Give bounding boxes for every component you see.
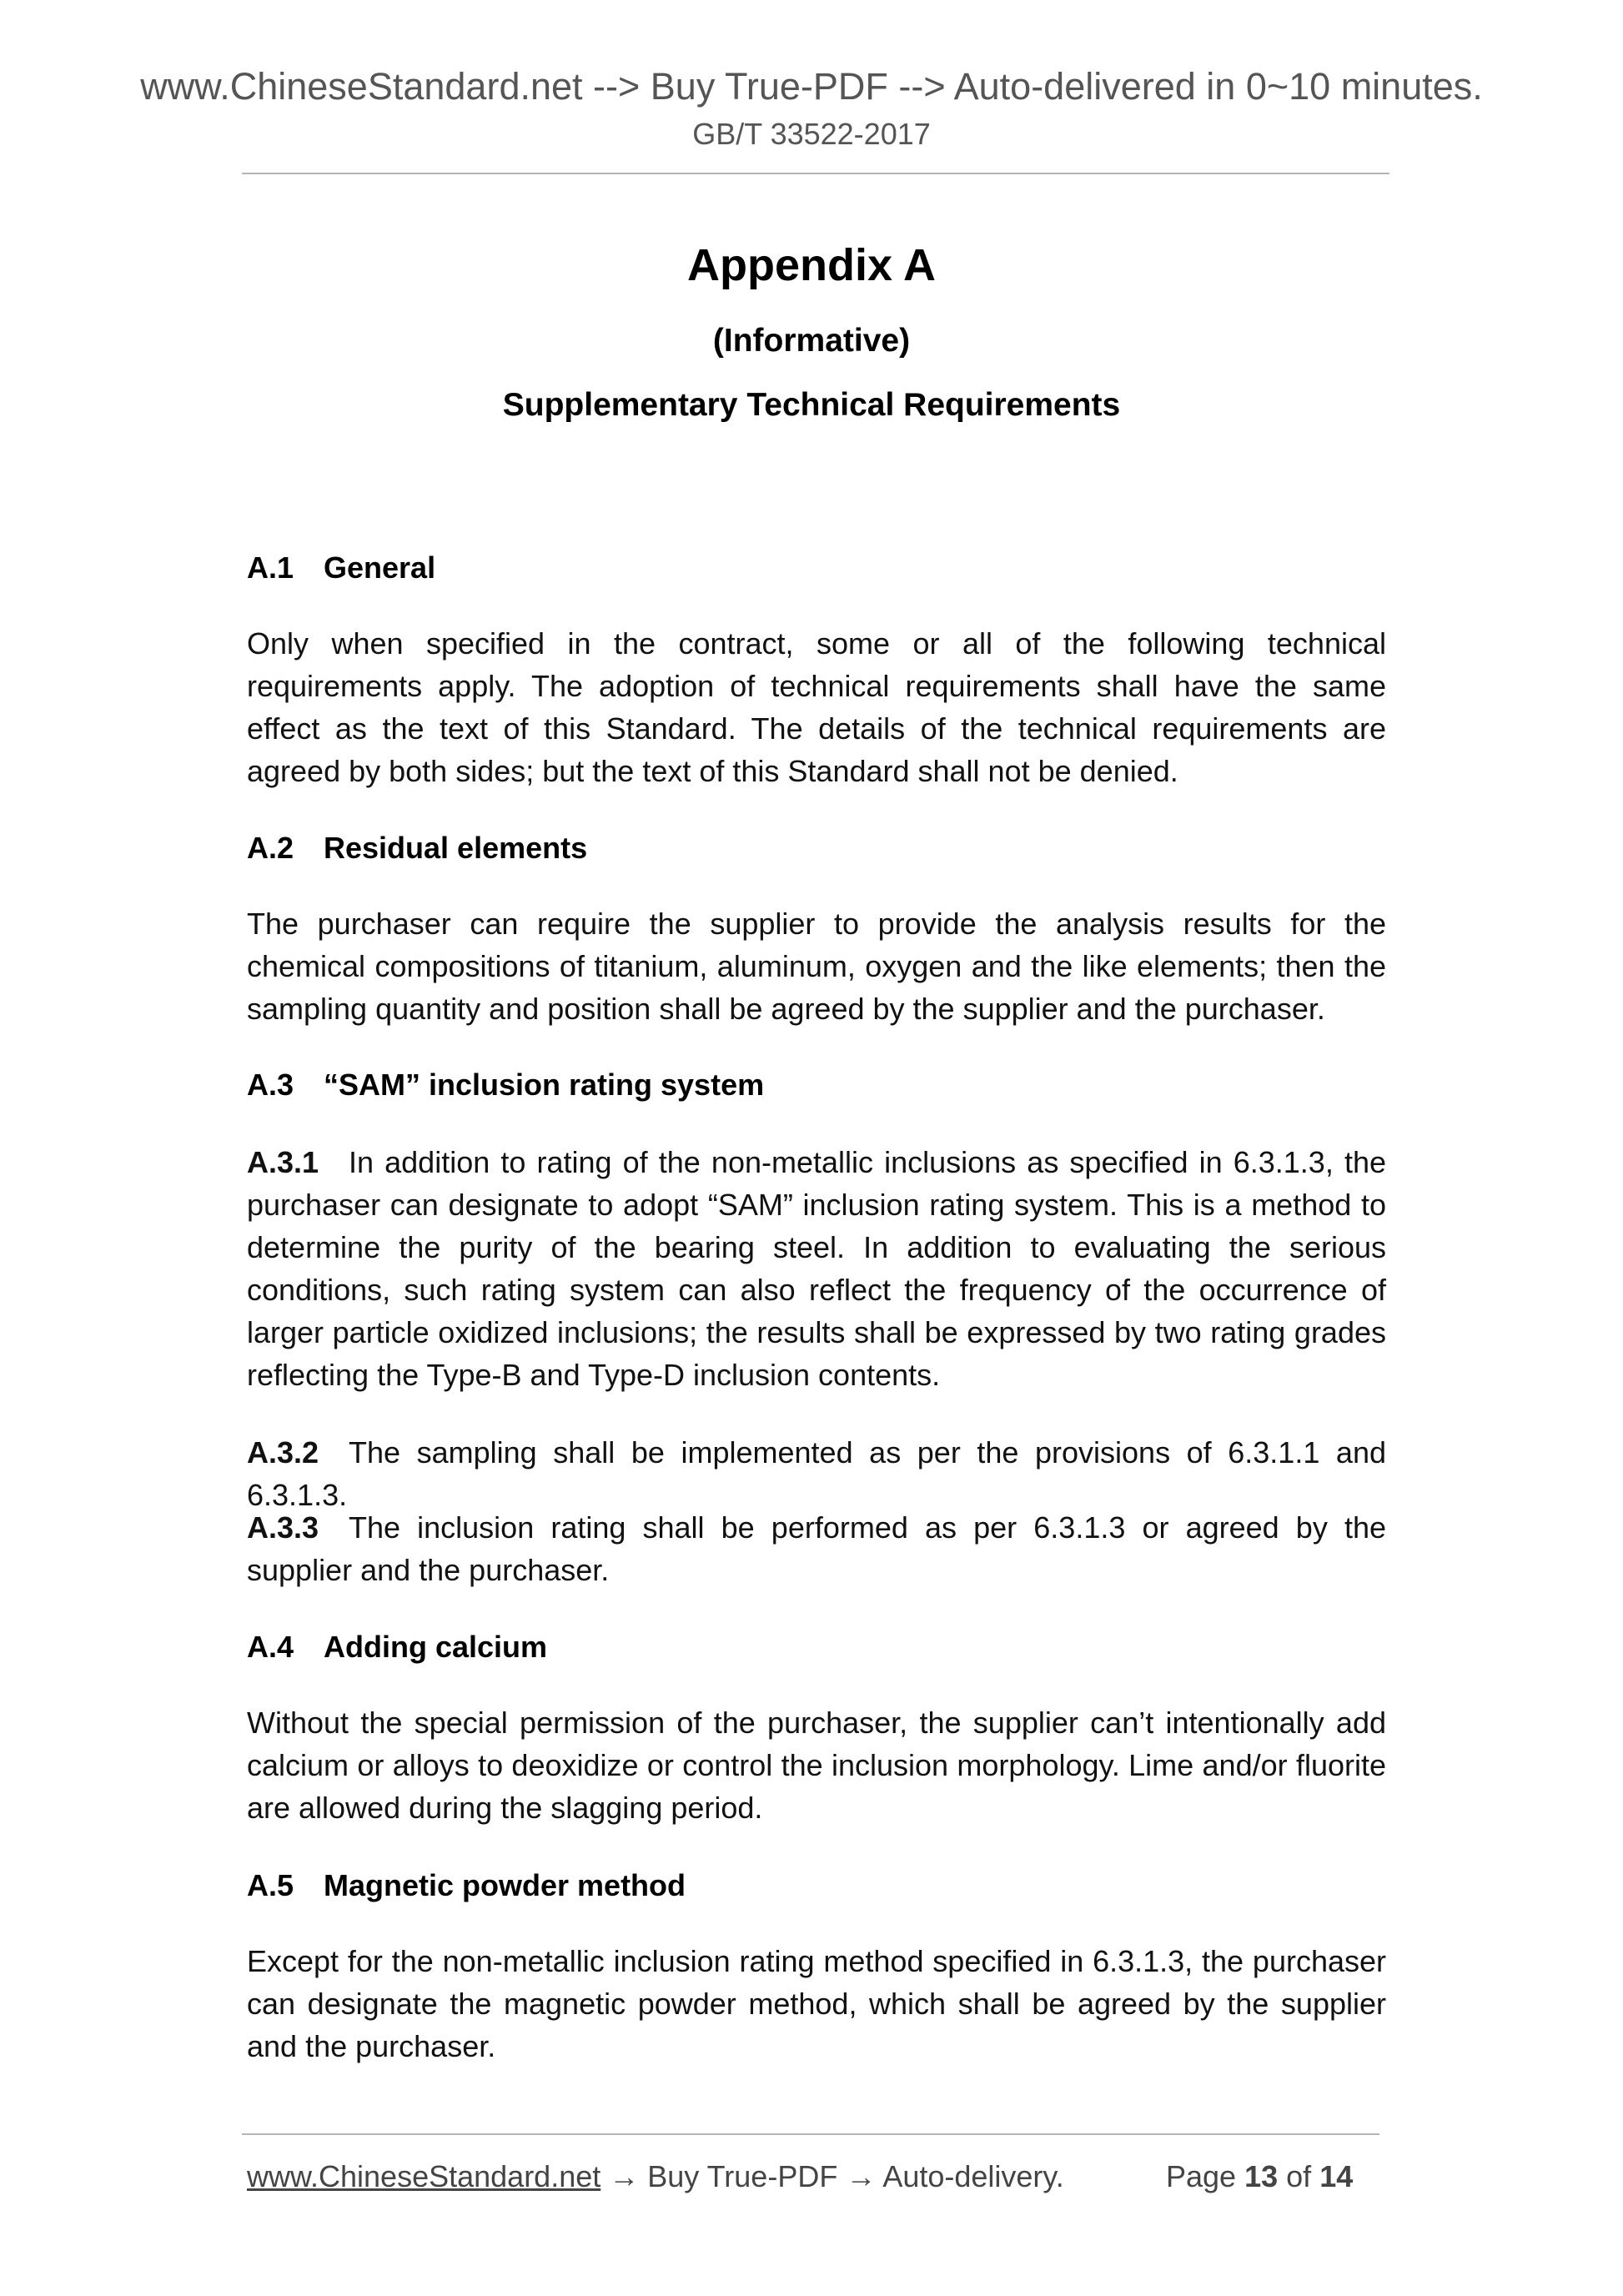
section-title: General — [324, 550, 436, 585]
section-heading-a4 — [247, 1630, 547, 1665]
subsection-a3-3 — [247, 1506, 1386, 1591]
section-heading-a3 — [247, 1068, 764, 1103]
section-heading-a2 — [247, 831, 587, 866]
appendix-title: Appendix A — [686, 240, 936, 290]
top-banner: www.ChineseStandard.net --> Buy True-PDF --> Auto-delivered in 0~10 minutes. — [140, 65, 1483, 108]
of-label: of — [1286, 2159, 1312, 2193]
section-a1-text: Only when specified in the contract, some or all of the following technical requirements apply. The adoption of technical requirements shall have the same effect as the text of this Standard. The details of the technical requirements are agreed by both sides; but the text of this Standard shall not be denied. — [247, 626, 1386, 788]
website-link[interactable]: www.ChineseStandard.net — [247, 2159, 601, 2193]
footer-promo — [247, 2159, 1064, 2194]
footer-promo-text: → Buy True-PDF → Auto-delivery. — [600, 2159, 1064, 2193]
footer-divider — [242, 2133, 1379, 2135]
page-label: Page — [1166, 2159, 1237, 2193]
section-title: “SAM” inclusion rating system — [324, 1068, 765, 1102]
appendix-subtitle: (Informative) — [712, 323, 911, 359]
appendix-name: Supplementary Technical Requirements — [502, 387, 1121, 423]
page-number: 13 — [1244, 2159, 1279, 2193]
subsection-number: A.3.3 — [247, 1510, 319, 1545]
section-heading-a5 — [247, 1868, 686, 1903]
subsection-text: The inclusion rating shall be performed as per 6.3.1.3 or agreed by the supplier and the purchaser. — [247, 1510, 1386, 1587]
subsection-text: In addition to rating of the non-metallic inclusions as specified in 6.3.1.3, the purchaser can designate to adopt “SAM” inclusion rating system. This is a method to determine the purity of the bearing steel. In addition to evaluating the serious conditions, such rating system can also reflect the frequency of the occurrence of larger particle oxidized inclusions; the results shall be expressed by two rating grades reflecting the Type-B and Type-D inclusion contents. — [247, 1145, 1386, 1392]
page-total: 14 — [1319, 2159, 1354, 2193]
section-number: A.5 — [247, 1868, 294, 1902]
document-code: GB/T 33522-2017 — [692, 117, 931, 151]
section-title: Magnetic powder method — [324, 1868, 686, 1902]
section-a4-text: Without the special permission of the purchaser, the supplier can’t intentionally add calcium or alloys to deoxidize or control the inclusion morphology. Lime and/or fluorite are allowed during the slagging period. — [247, 1706, 1386, 1825]
subsection-number: A.3.1 — [247, 1145, 319, 1179]
section-number: A.1 — [247, 550, 294, 585]
section-number: A.2 — [247, 831, 294, 865]
section-heading-a1 — [247, 550, 435, 585]
subsection-a3-2 — [247, 1431, 1386, 1516]
section-number: A.4 — [247, 1630, 294, 1664]
header-divider — [242, 173, 1389, 174]
section-a5-text: Except for the non-metallic inclusion rating method specified in 6.3.1.3, the purchaser can designate the magnetic powder method, which shall be agreed by the supplier and the purchaser. — [247, 1944, 1386, 2063]
subsection-text: The sampling shall be implemented as per the provisions of 6.3.1.1 and 6.3.1.3. — [247, 1435, 1386, 1512]
section-title: Adding calcium — [324, 1630, 548, 1664]
section-title: Residual elements — [324, 831, 588, 865]
subsection-number: A.3.2 — [247, 1435, 319, 1470]
subsection-a3-1 — [247, 1141, 1386, 1396]
section-number: A.3 — [247, 1068, 294, 1102]
section-a2-text: The purchaser can require the supplier to provide the analysis results for the chemical compositions of titanium, aluminum, oxygen and the like elements; then the sampling quantity and position shall be agreed by the supplier and the purchaser. — [247, 907, 1386, 1026]
page-indicator — [1166, 2159, 1353, 2194]
